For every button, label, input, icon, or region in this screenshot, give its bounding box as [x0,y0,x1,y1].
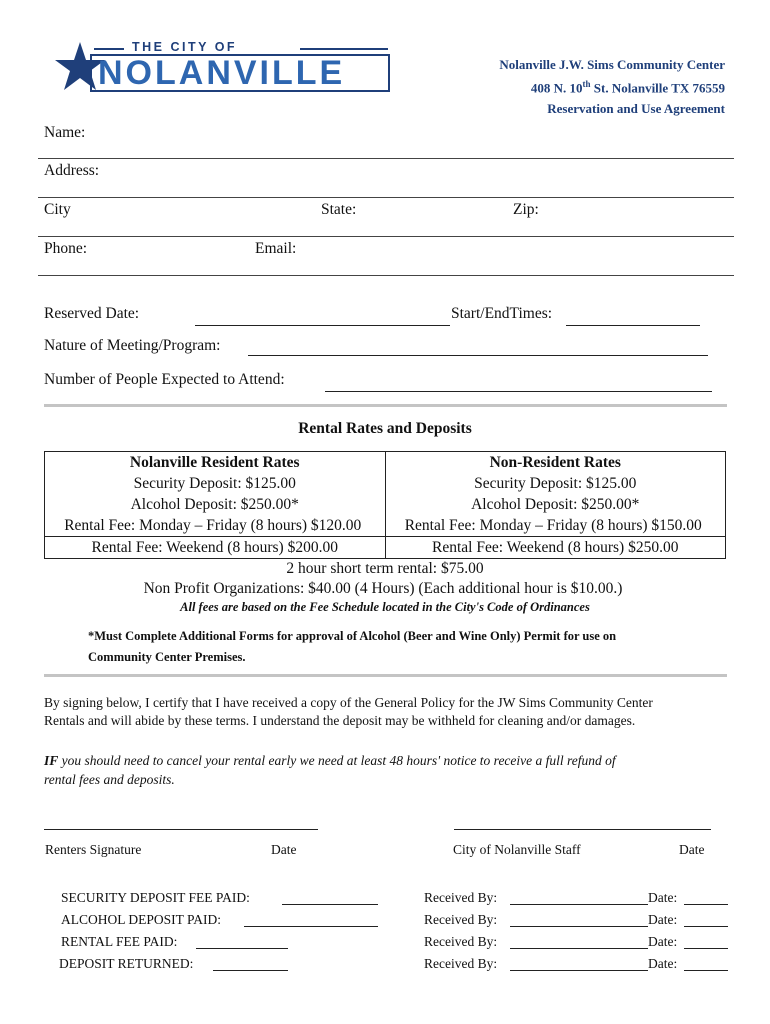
received-by-field-2[interactable] [510,910,648,927]
header-address-number: 408 N. 10 [530,80,583,96]
alcohol-note-line1: *Must Complete Additional Forms for approval of Alcohol (Beer and Wine Only) Permit for use on [88,629,617,643]
renter-date-label: Date [271,842,297,857]
email-label: Email: [255,240,297,257]
logo-rule-right [300,48,388,50]
certify-line1: By signing below, I certify that I have received a copy of the General Policy for the JW Sims Community Center [44,695,653,710]
state-label: State: [321,201,357,218]
nonresident-weekday: Rental Fee: Monday – Friday (8 hours) $150.00 [404,517,702,534]
security-paid-field[interactable] [282,888,378,905]
header-address [531,79,725,96]
people-field[interactable] [325,375,712,392]
received-date-field-2[interactable] [684,910,728,927]
rates-table [44,451,726,559]
staff-signature-line[interactable] [454,829,711,830]
nonresident-weekend-cell [385,537,726,559]
city-line[interactable] [38,236,734,237]
resident-alcohol: Alcohol Deposit: $250.00* [130,496,299,513]
nonresident-security: Security Deposit: $125.00 [474,475,637,492]
name-label: Name: [44,124,86,141]
resident-heading: Nolanville Resident Rates [129,454,300,471]
city-label: City [44,201,71,218]
address-line[interactable] [38,197,734,198]
deposit-returned-field[interactable] [213,954,288,971]
start-end-field[interactable] [566,309,700,326]
start-end-label: Start/EndTimes: [451,305,553,322]
nonresident-weekend: Rental Fee: Weekend (8 hours) $250.00 [432,539,679,556]
phone-line[interactable] [38,275,734,276]
cancel-line1 [44,752,616,770]
header-center-name: Nolanville J.W. Sims Community Center [499,57,725,72]
received-by-field-1[interactable] [510,888,648,905]
zip-label: Zip: [513,201,539,218]
logo-top-text: THE CITY OF [132,40,238,54]
resident-security: Security Deposit: $125.00 [133,475,296,492]
logo-wordmark: NOLANVILLE [98,54,346,92]
city-logo [54,40,394,98]
received-by-field-4[interactable] [510,954,648,971]
nature-label: Nature of Meeting/Program: [44,337,221,354]
logo-rule-left [94,48,124,50]
received-date-label-4: Date: [648,956,678,971]
staff-label: City of Nolanville Staff [453,842,581,857]
non-profit-rate: Non Profit Organizations: $40.00 (4 Hours) (Each additional hour is $10.00.) [143,580,623,597]
name-line[interactable] [38,158,734,159]
received-by-field-3[interactable] [510,932,648,949]
fee-schedule-note: All fees are based on the Fee Schedule located in the City's Code of Ordinances [180,600,590,614]
security-paid-label: SECURITY DEPOSIT FEE PAID: [61,890,250,905]
renter-signature-label: Renters Signature [45,842,142,857]
reserved-date-field[interactable] [195,309,450,326]
header-address-sup: th [582,79,591,89]
section-divider-2 [44,674,727,677]
cancel-text: you should need to cancel your rental early we need at least 48 hours' notice to receive a full refund of [58,753,616,768]
phone-label: Phone: [44,240,88,257]
header-title: Reservation and Use Agreement [547,101,725,116]
certify-line2: Rentals and will abide by these terms. I understand the deposit may be withheld for cleaning and/or damages. [44,713,636,728]
nonresident-rates-cell [385,452,726,537]
renter-signature-line[interactable] [44,829,318,830]
nature-field[interactable] [248,339,708,356]
resident-weekend: Rental Fee: Weekend (8 hours) $200.00 [91,539,338,556]
resident-weekday: Rental Fee: Monday – Friday (8 hours) $120.00 [64,517,362,534]
header-address-rest: St. Nolanville TX 76559 [590,80,725,96]
received-by-label-1: Received By: [424,890,498,905]
received-date-label-2: Date: [648,912,678,927]
resident-weekend-cell [45,537,386,559]
nonresident-heading: Non-Resident Rates [489,454,621,471]
address-label: Address: [44,162,100,179]
short-term-rate: 2 hour short term rental: $75.00 [286,560,484,577]
received-date-field-1[interactable] [684,888,728,905]
section-divider [44,404,727,407]
nonresident-alcohol: Alcohol Deposit: $250.00* [471,496,640,513]
received-by-label-4: Received By: [424,956,498,971]
staff-date-label: Date [679,842,705,857]
received-date-label-3: Date: [648,934,678,949]
alcohol-paid-field[interactable] [244,910,378,927]
people-label: Number of People Expected to Attend: [44,371,285,388]
cancel-line2: rental fees and deposits. [44,772,175,787]
rates-title: Rental Rates and Deposits [298,420,472,437]
resident-rates-cell [45,452,386,537]
reserved-date-label: Reserved Date: [44,305,140,322]
rental-paid-field[interactable] [196,932,288,949]
alcohol-paid-label: ALCOHOL DEPOSIT PAID: [61,912,222,927]
received-date-label-1: Date: [648,890,678,905]
received-date-field-3[interactable] [684,932,728,949]
deposit-returned-label: DEPOSIT RETURNED: [59,956,194,971]
cancel-if: IF [44,753,59,768]
received-by-label-3: Received By: [424,934,498,949]
received-date-field-4[interactable] [684,954,728,971]
rental-paid-label: RENTAL FEE PAID: [61,934,178,949]
alcohol-note-line2: Community Center Premises. [88,650,246,664]
received-by-label-2: Received By: [424,912,498,927]
